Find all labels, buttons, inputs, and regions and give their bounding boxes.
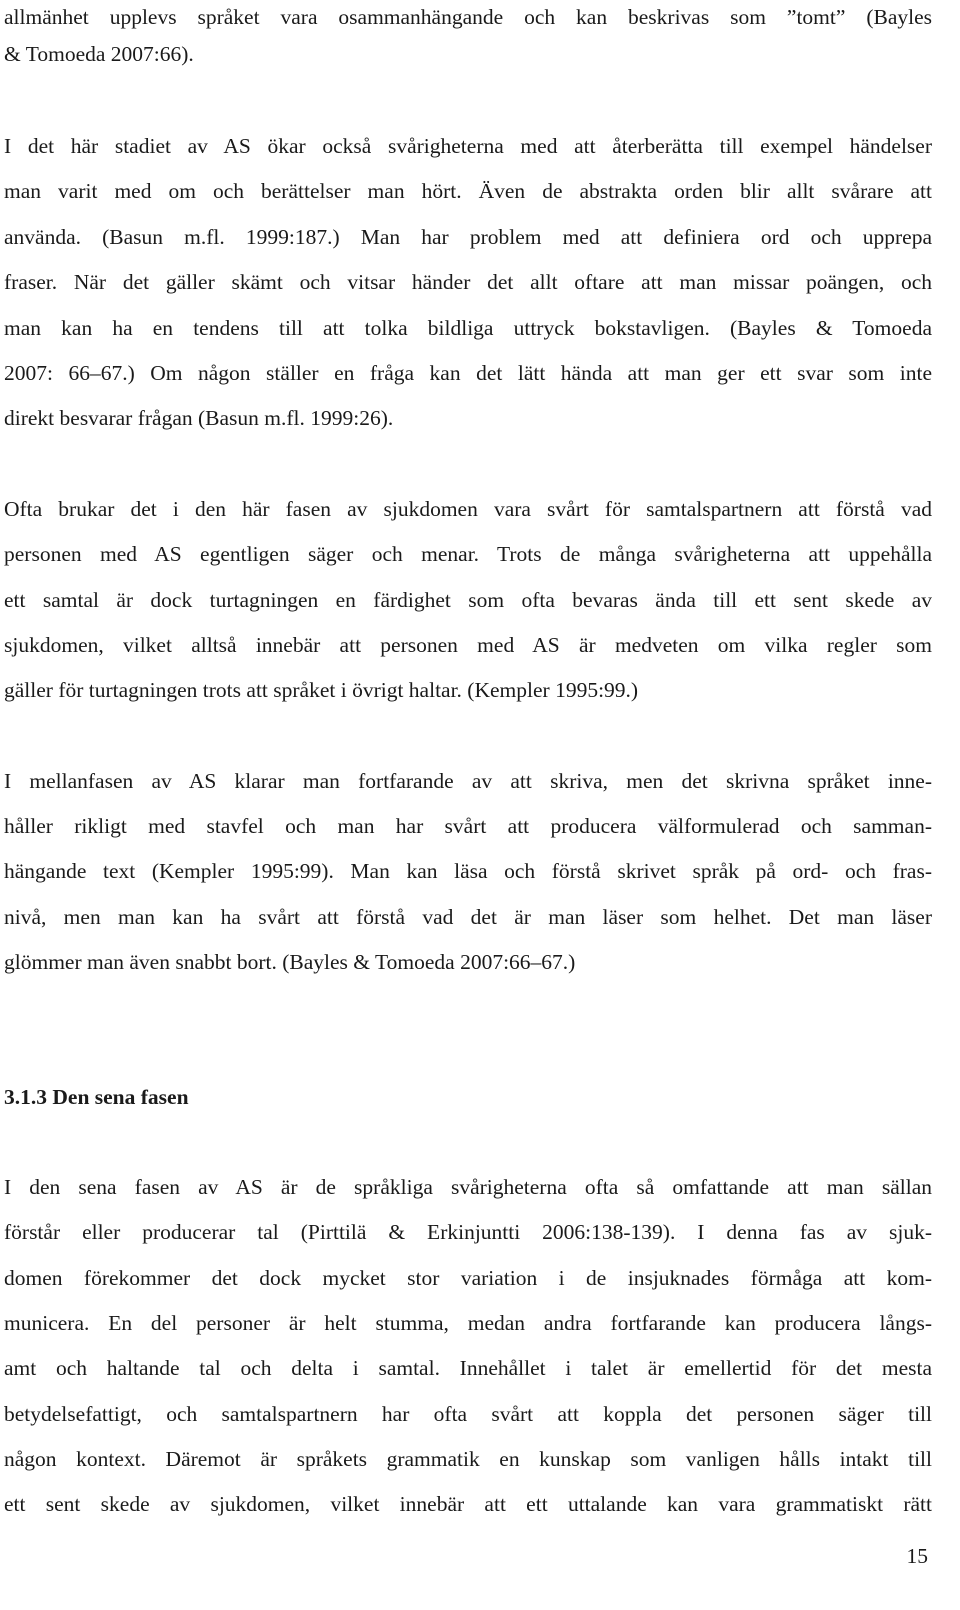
paragraph-line: direkt besvarar frågan (Basun m.fl. 1999:26).	[4, 406, 394, 430]
paragraph-line: & Tomoeda 2007:66).	[4, 42, 194, 66]
paragraph-line: amt och haltande tal och delta i samtal. Innehållet i talet är emellertid för det mesta	[4, 1356, 932, 1380]
paragraph-line: förstår eller producerar tal (Pirttilä & Erkinjuntti 2006:138-139). I denna fas av sjuk-	[4, 1220, 932, 1244]
paragraph-line: ett sent skede av sjukdomen, vilket innebär att ett uttalande kan vara grammatiskt rätt	[4, 1492, 932, 1516]
paragraph-line: man kan ha en tendens till att tolka bildliga uttryck bokstavligen. (Bayles & Tomoeda	[4, 316, 932, 340]
paragraph-line: I mellanfasen av AS klarar man fortfarande av att skriva, men det skrivna språket inne-	[4, 769, 932, 793]
paragraph-line: ett samtal är dock turtagningen en färdighet som ofta bevaras ända till ett sent skede av	[4, 588, 932, 612]
paragraph-line: I den sena fasen av AS är de språkliga svårigheterna ofta så omfattande att man sällan	[4, 1175, 932, 1199]
paragraph-line: allmänhet upplevs språket vara osammanhängande och kan beskrivas som ”tomt” (Bayles	[4, 5, 932, 29]
paragraph-line: fraser. När det gäller skämt och vitsar händer det allt oftare att man missar poängen, och	[4, 270, 932, 294]
paragraph-line: man varit med om och berättelser man hört. Även de abstrakta orden blir allt svårare att	[4, 179, 932, 203]
paragraph-line: hängande text (Kempler 1995:99). Man kan läsa och förstå skrivet språk på ord- och fras-	[4, 859, 932, 883]
paragraph-line: använda. (Basun m.fl. 1999:187.) Man har problem med att definiera ord och upprepa	[4, 225, 932, 249]
paragraph-line: gäller för turtagningen trots att språket i övrigt haltar. (Kempler 1995:99.)	[4, 678, 639, 702]
paragraph-line: nivå, men man kan ha svårt att förstå vad det är man läser som helhet. Det man läser	[4, 905, 932, 929]
paragraph-line: 2007: 66–67.) Om någon ställer en fråga kan det lätt hända att man ger ett svar som inte	[4, 361, 932, 385]
paragraph-line: Ofta brukar det i den här fasen av sjukdomen vara svårt för samtalspartnern att förstå vad	[4, 497, 932, 521]
paragraph-line: I det här stadiet av AS ökar också svårigheterna med att återberätta till exempel händelser	[4, 134, 932, 158]
paragraph-line: personen med AS egentligen säger och menar. Trots de många svårigheterna att uppehålla	[4, 542, 932, 566]
paragraph-line: betydelsefattigt, och samtalspartnern har ofta svårt att koppla det personen säger till	[4, 1402, 932, 1426]
paragraph-line: någon kontext. Däremot är språkets grammatik en kunskap som vanligen hålls intakt till	[4, 1447, 932, 1471]
paragraph-line: glömmer man även snabbt bort. (Bayles & Tomoeda 2007:66–67.)	[4, 950, 576, 974]
paragraph-line: håller rikligt med stavfel och man har svårt att producera välformulerad och samman-	[4, 814, 932, 838]
page-number: 15	[906, 1544, 928, 1568]
paragraph-line: municera. En del personer är helt stumma, medan andra fortfarande kan producera långs-	[4, 1311, 932, 1335]
paragraph-line: sjukdomen, vilket alltså innebär att personen med AS är medveten om vilka regler som	[4, 633, 932, 657]
section-heading: 3.1.3 Den sena fasen	[4, 1085, 189, 1109]
paragraph-line: domen förekommer det dock mycket stor variation i de insjuknades förmåga att kom-	[4, 1266, 932, 1290]
